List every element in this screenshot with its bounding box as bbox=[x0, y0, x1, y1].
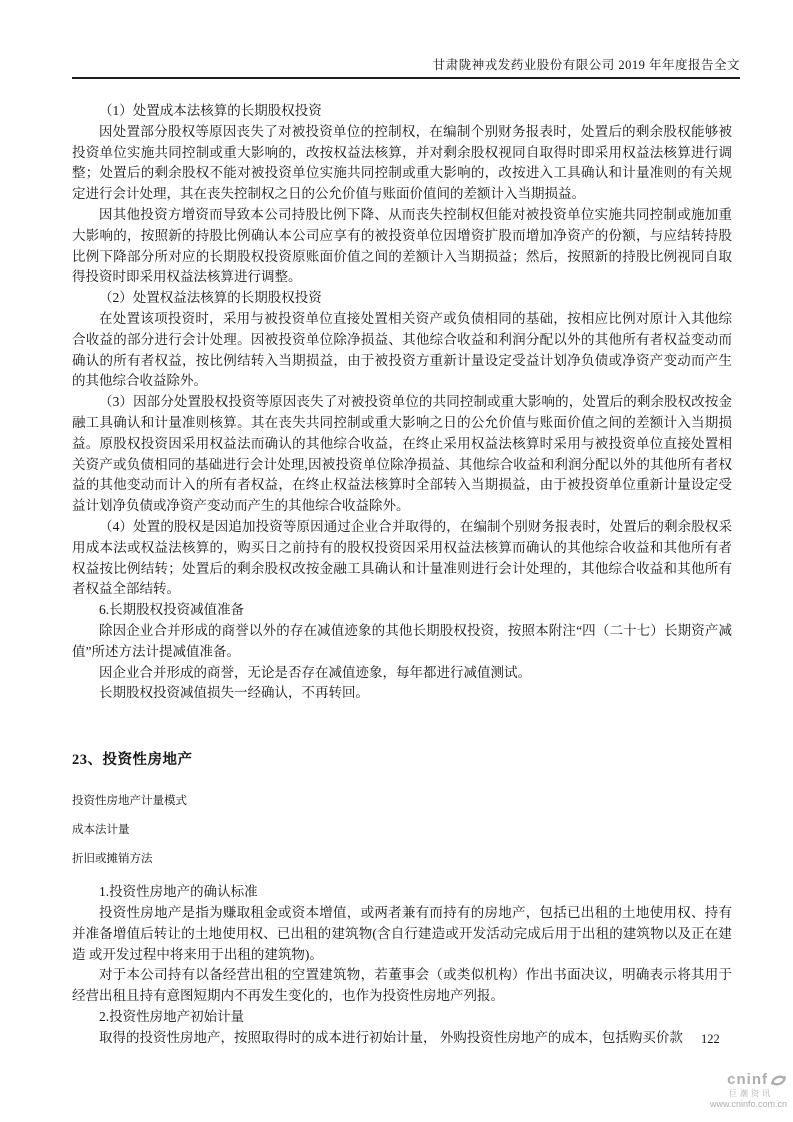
paragraph: （4）处置的股权是因追加投资等原因通过企业合并取得的，在编制个别财务报表时，处置后的剩余股权采用成本法或权益法核算的，购买日之前持有的股权投资因采用权益法核算而确认的其他综合收益和其他所有者权益按比例结转；处置后的剩余股权改按金融工具确认和计量准则进行会计处理的，其他综合收益和其他所有者权益全部结转。 bbox=[72, 518, 732, 597]
page-number: 122 bbox=[701, 1032, 720, 1046]
paragraph: （2）处置权益法核算的长期股权投资 bbox=[99, 290, 322, 306]
cninfo-brand-text: cninf bbox=[727, 1071, 768, 1089]
page-header-title: 甘肃陇神戎发药业股份有限公司 2019 年年度报告全文 bbox=[432, 58, 740, 72]
paragraph: 因其他投资方增资而导致本公司持股比例下降、从而丧失控制权但能对被投资单位实施共同控制或施加重大影响的，按照新的持股比例确认本公司应享有的被投资单位因增资扩股而增加净资产的份额，与应结转持股比例下降部分所对应的长期股权投资原账面价值之间的差额计入当期损益；然后，按照新的持股比例视同自取得投资时即采用权益法核算进行调整。 bbox=[72, 206, 732, 285]
paragraph: 长期股权投资减值损失一经确认，不再转回。 bbox=[99, 685, 369, 701]
paragraph: （1）处置成本法核算的长期股权投资 bbox=[99, 103, 322, 118]
paragraph: 6.长期股权投资减值准备 bbox=[99, 602, 245, 618]
document-body bbox=[72, 101, 732, 1048]
paragraph: 2.投资性房地产初始计量 bbox=[99, 1008, 245, 1024]
paragraph: 在处置该项投资时，采用与被投资单位直接处置相关资产或负债相同的基础，按相应比例对原计入其他综合收益的部分进行会计处理。因被投资单位除净损益、其他综合收益和利润分配以外的其他所有者权益变动而确认的所有者权益，按比例结转入当期损益，由于被投资方重新计量设定受益计划净负债或净资产变动而产生的其他综合收益除外。 bbox=[72, 310, 732, 389]
paragraph: 成本法计量 bbox=[72, 824, 130, 837]
cninfo-logo-icon bbox=[770, 1072, 787, 1089]
paragraph: 因企业合并形成的商誉，无论是否存在减值迹象，每年都进行减值测试。 bbox=[99, 664, 531, 680]
cninfo-watermark bbox=[677, 1072, 787, 1110]
cninfo-url: www.cninfo.com.cn bbox=[709, 1098, 787, 1109]
paragraph: 投资性房地产计量模式 bbox=[72, 795, 187, 808]
cninfo-chinese-name: 巨潮资讯 bbox=[729, 1089, 773, 1098]
paragraph: 1.投资性房地产的确认标准 bbox=[99, 884, 258, 900]
section-heading: 23、投资性房地产 bbox=[72, 752, 193, 769]
paragraph: 因处置部分股权等原因丧失了对被投资单位的控制权，在编制个别财务报表时，处置后的剩余股权能够被投资单位实施共同控制或重大影响的，改按权益法核算，并对剩余股权视同自取得时即采用权益法核算进行调整；处置后的剩余股权不能对被投资单位实施共同控制或重大影响的，改按进入工具确认和计量准则的有关规定进行会计处理，其在丧失控制权之日的公允价值与账面价值间的差额计入当期损益。 bbox=[72, 123, 732, 202]
paragraph: 折旧或摊销方法 bbox=[72, 853, 153, 866]
paragraph: 除因企业合并形成的商誉以外的存在减值迹象的其他长期股权投资，按照本附注“四（二十七）长期资产减值”所述方法计提减值准备。 bbox=[72, 622, 732, 659]
paragraph: 取得的投资性房地产，按照取得时的成本进行初始计量， 外购投资性房地产的成本，包括购买价款 bbox=[99, 1029, 683, 1045]
paragraph: （3）因部分处置股权投资等原因丧失了对被投资单位的共同控制或重大影响的，处置后的剩余股权改按金融工具确认和计量准则核算。其在丧失共同控制或重大影响之日的公允价值与账面价值之间的差额计入当期损益。原股权投资因采用权益法而确认的其他综合收益，在终止采用权益法核算时采用与被投资单位直接处置相关资产或负债相同的基础进行会计处理,因被投资单位除净损益、其他综合收益和利润分配以外的其他所有者权益的其他变动而计入的所有者权益，在终止权益法核算时全部转入当期损益，由于被投资单位重新计量设定受益计划净负债或净资产变动而产生的其他综合收益除外。 bbox=[72, 394, 732, 514]
page-header bbox=[72, 55, 740, 79]
paragraph: 投资性房地产是指为赚取租金或资本增值，或两者兼有而持有的房地产，包括已出租的土地使用权、持有并准备增值后转让的土地使用权、已出租的建筑物(含自行建造或开发活动完成后用于出租的建筑物以及正在建造 或开发过程中将来用于出租的建筑物)。 bbox=[72, 904, 732, 962]
paragraph: 对于本公司持有以备经营出租的空置建筑物，若董事会（或类似机构）作出书面决议，明确表示将其用于经营出租且持有意图短期内不再发生变化的，也作为投资性房地产列报。 bbox=[72, 967, 732, 1004]
